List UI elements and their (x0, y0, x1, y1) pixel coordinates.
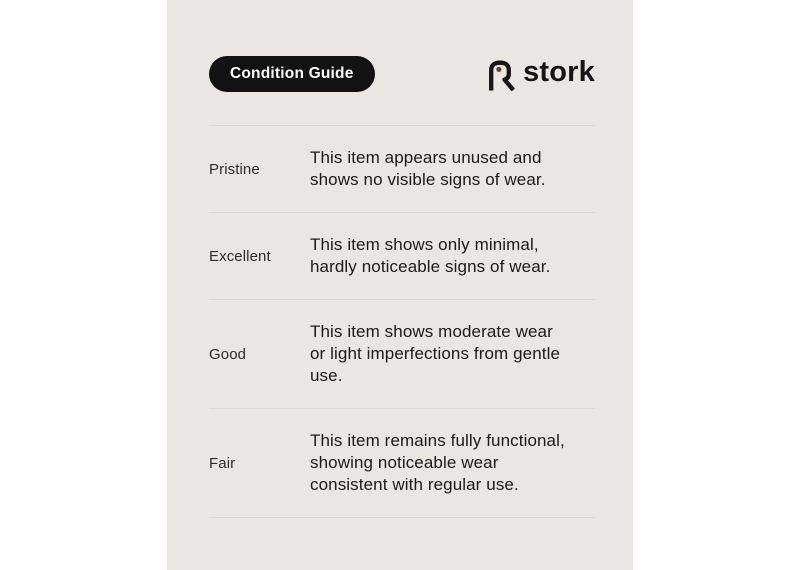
condition-description: This item appears unused and shows no visible signs of wear. (310, 148, 546, 189)
condition-row-excellent (209, 212, 595, 299)
brand-logo (485, 58, 595, 91)
condition-description: This item shows moderate wear or light imperfections from gentle use. (310, 322, 561, 385)
condition-label: Excellent (209, 247, 271, 265)
condition-guide-card (167, 0, 633, 570)
condition-row-pristine (209, 125, 595, 212)
condition-label: Pristine (209, 160, 260, 178)
condition-label: Good (209, 345, 247, 363)
stork-icon-dot (496, 66, 501, 71)
stork-icon-stroke (491, 62, 513, 90)
brand-name: stork (523, 56, 595, 88)
condition-description: This item remains fully functional, showing noticeable wear consistent with regular use. (310, 431, 565, 494)
condition-row-fair (209, 408, 595, 517)
stork-logo-icon (485, 58, 515, 91)
card-header (209, 56, 595, 92)
condition-description: This item shows only minimal, hardly noticeable signs of wear. (310, 235, 551, 276)
condition-table (209, 125, 595, 518)
condition-guide-badge[interactable]: Condition Guide (209, 56, 375, 92)
condition-label: Fair (209, 454, 236, 472)
condition-row-good (209, 299, 595, 408)
